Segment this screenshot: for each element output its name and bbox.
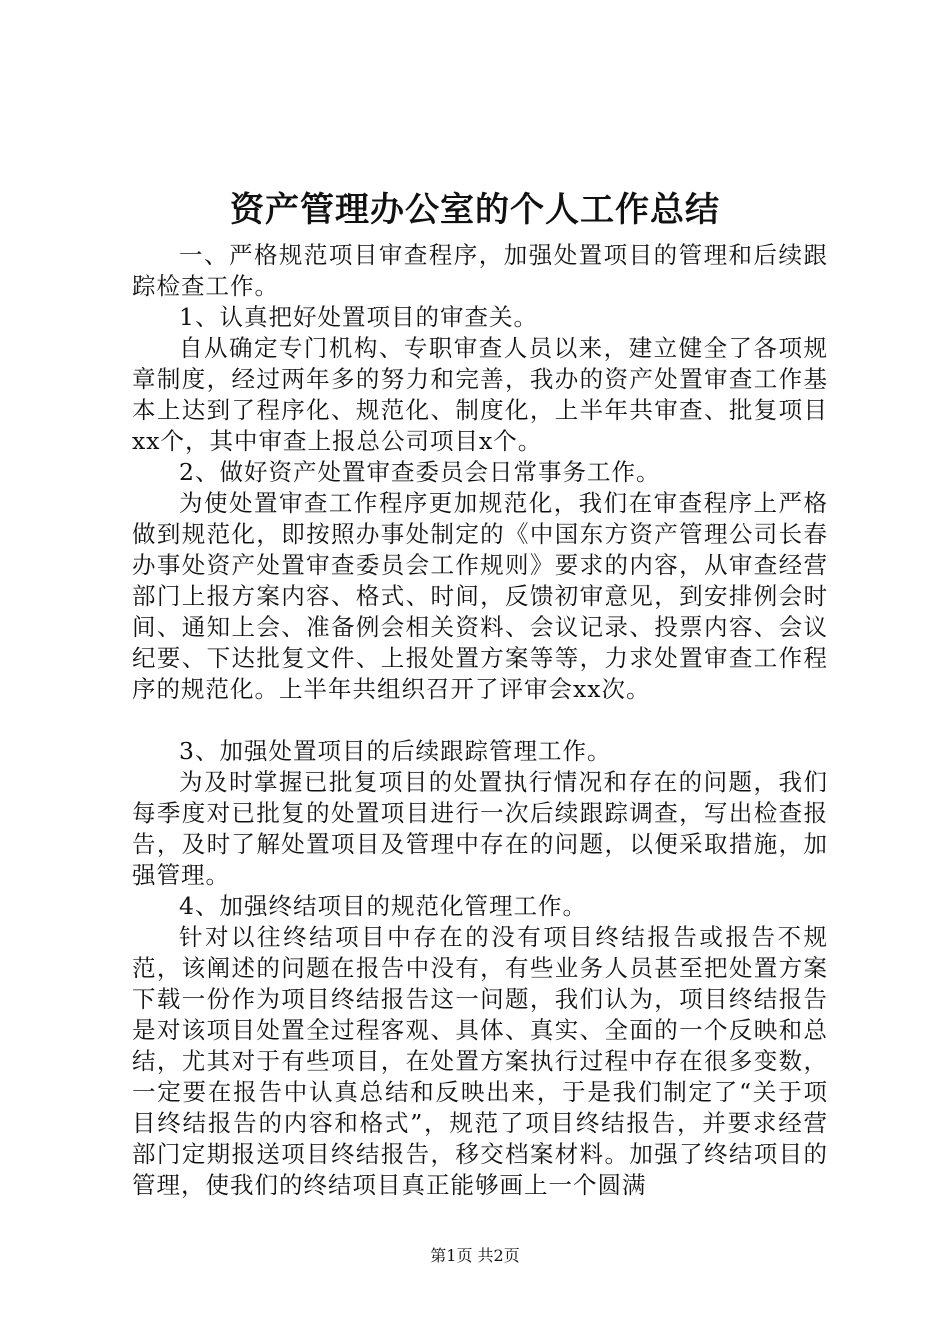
document-title: 资产管理办公室的个人工作总结 [230,190,720,230]
paragraph-section-heading: 一、严格规范项目审查程序，加强处置项目的管理和后续跟踪检查工作。 [132,241,828,300]
paragraph-item-2-heading: 2、做好资产处置审查委员会日常事务工作。 [179,458,661,486]
paragraph-item-1-body: 自从确定专门机构、专职审查人员以来，建立健全了各项规章制度，经过两年多的努力和完善，我办的资产处置审查工作基本上达到了程序化、规范化、制度化，上半年共审查、批复项目xx个，其中审查上报总公司项目x个。 [132,334,828,455]
paragraph-item-1-heading: 1、认真把好处置项目的审查关。 [179,303,538,331]
paragraph-item-3-heading: 3、加强处置项目的后续跟踪管理工作。 [179,737,612,765]
paragraph-item-3-body: 为及时掌握已批复项目的处置执行情况和存在的问题，我们每季度对已批复的处置项目进行一次后续跟踪调查，写出检查报告，及时了解处置项目及管理中存在的问题，以便采取措施，加强管理。 [132,768,828,889]
paragraph-item-4-body: 针对以往终结项目中存在的没有项目终结报告或报告不规范，该阐述的问题在报告中没有，有些业务人员甚至把处置方案下载一份作为项目终结报告这一问题，我们认为，项目终结报告是对该项目处置全过程客观、具体、真实、全面的一个反映和总结，尤其对于有些项目，在处置方案执行过程中存在很多变数，一定要在报告中认真总结和反映出来，于是我们制定了“关于项目终结报告的内容和格式”，规范了项目终结报告，并要求经营部门定期报送项目终结报告，移交档案材料。加强了终结项目的管理，使我们的终结项目真正能够画上一个圆满 [132,923,828,1199]
paragraph-item-2-body: 为使处置审查工作程序更加规范化，我们在审查程序上严格做到规范化，即按照办事处制定的《中国东方资产管理公司长春办事处资产处置审查委员会工作规则》要求的内容，从审查经营部门上报方案内容、格式、时间，反馈初审意见，到安排例会时间、通知上会、准备例会相关资料、会议记录、投票内容、会议纪要、下达批复文件、上报处置方案等等，力求处置审查工作程序的规范化。上半年共组织召开了评审会xx次。 [132,489,828,703]
paragraph-item-4-heading: 4、加强终结项目的规范化管理工作。 [179,892,587,920]
document-body [132,240,828,1201]
page-number-footer: 第1页 共2页 [430,1246,520,1265]
